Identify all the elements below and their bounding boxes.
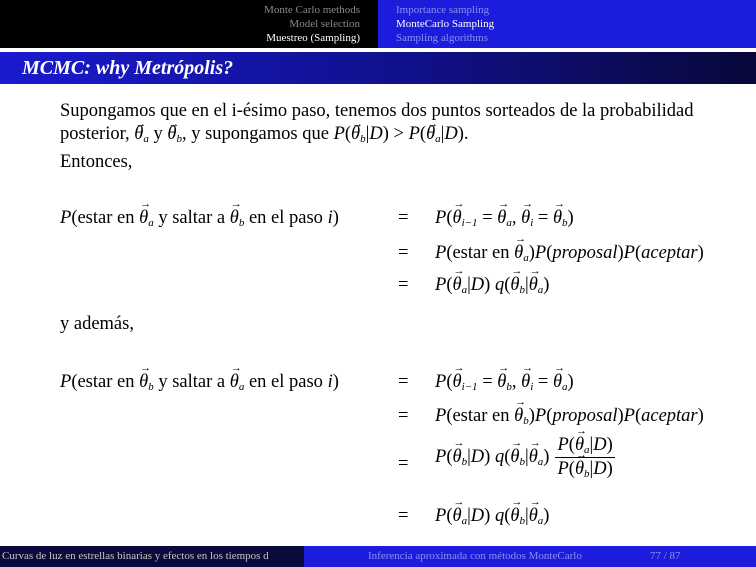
eq2-rhs-3: $P(\to \theta_b|D)$ $q(\to \theta_b|\to \theta_a)$ $\frac{P(\to \theta_a|D)}{P(\to \theta_b|D)}$ — [435, 435, 615, 480]
nav-section-monte-carlo[interactable]: Monte Carlo methods — [264, 4, 360, 16]
eq1-rhs-3: $P(\to \theta_a|D)$ $q(\to \theta_b|\to \theta_a)$ — [435, 275, 549, 296]
nav-section-muestreo[interactable]: Muestreo (Sampling) — [266, 32, 360, 44]
footer-title-text: Inferencia aproximada con métodos MonteCarlo — [368, 550, 582, 562]
intro-text-4: Entonces, — [60, 152, 133, 172]
footer-author-text: Curvas de luz en estrellas binarias y efectos en los tiempos d — [2, 550, 269, 562]
nav-subsection-montecarlo[interactable]: MonteCarlo Sampling — [396, 18, 495, 30]
eq1-lhs-post: en el paso — [244, 208, 328, 228]
eq2-equals-3: = — [398, 454, 409, 474]
eq2-lhs-mid: y saltar a — [153, 372, 230, 392]
eq1-equals-1: = — [398, 208, 409, 228]
page-number: 77 / 87 — [650, 550, 681, 562]
eq2-lhs-post: en el paso — [244, 372, 328, 392]
intro-paragraph: Supongamos que en el i-ésimo paso, tenemos dos puntos sorteados de la probabilidad posterior, → $\theta_a$ $y \to \theta_b$, y supongamos que $P(\to \theta_b|D) > P(\to \theta_a|D)$. Entonces, — [60, 100, 710, 174]
intro-text-2: y — [148, 124, 168, 144]
section-nav — [0, 0, 378, 48]
eq2-lhs-pre: (estar en — [71, 372, 140, 392]
eq2-equals-1: = — [398, 372, 409, 392]
subsection-nav — [378, 0, 756, 48]
eq2-rhs-4: $P(\to \theta_a|D)$ $q(\to \theta_b|\to \theta_a)$ — [435, 506, 549, 527]
eq1-rhs-2-text: (estar en — [446, 243, 515, 263]
eq1-equals-3: = — [398, 275, 409, 295]
frame-title-bar — [0, 52, 756, 84]
eq2-rhs-2: P(estar en → $\theta_b)P(proposal)P(aceptar)$ — [435, 406, 704, 427]
likelihood-ratio-fraction: $\frac{P(\to \theta_a|D)}{P(\to \theta_b|D)}$ — [555, 435, 614, 480]
eq1-lhs: P(estar en → $\theta_a$ y saltar $a \to \theta_b$ en el paso i) — [60, 208, 339, 229]
intro-text-3: , y supongamos que — [181, 124, 334, 144]
eq2-rhs-2-text: (estar en — [446, 406, 515, 426]
eq2-equals-2: = — [398, 406, 409, 426]
eq2-lhs: P(estar en → $\theta_b$ y saltar $a \to \theta_a$ en el paso i) — [60, 372, 339, 393]
eq2-rhs-1: $P(\to \theta_{i-1}$ = → $\theta_b$, → $\theta_i$ = → $\theta_a$) — [435, 372, 574, 393]
eq1-equals-2: = — [398, 243, 409, 263]
eq1-rhs-1: $P(\to \theta_{i-1}$ = → $\theta_a$, → $\theta_i$ = → $\theta_b$) — [435, 208, 574, 229]
eq1-lhs-mid: y saltar a — [153, 208, 230, 228]
eq2-equals-4: = — [398, 506, 409, 526]
connector-text: y además, — [60, 314, 134, 334]
eq1-lhs-pre: (estar en — [71, 208, 140, 228]
navigation-bar — [0, 0, 756, 48]
nav-subsection-algorithms[interactable]: Sampling algorithms — [396, 32, 488, 44]
footer-author-box — [0, 546, 304, 567]
frame-title: MCMC: why Metrópolis? — [22, 57, 234, 79]
nav-section-model-selection[interactable]: Model selection — [289, 18, 360, 30]
eq1-rhs-2: P(estar en → $\theta_a)P(proposal)P(aceptar)$ — [435, 243, 704, 264]
footer-bar — [0, 546, 756, 567]
nav-subsection-importance[interactable]: Importance sampling — [396, 4, 490, 16]
footer-title-box — [304, 546, 756, 567]
intro-text-1: Supongamos que en el i-ésimo paso, tenemos dos puntos sorteados de la probabilidad posterior, — [60, 101, 694, 144]
